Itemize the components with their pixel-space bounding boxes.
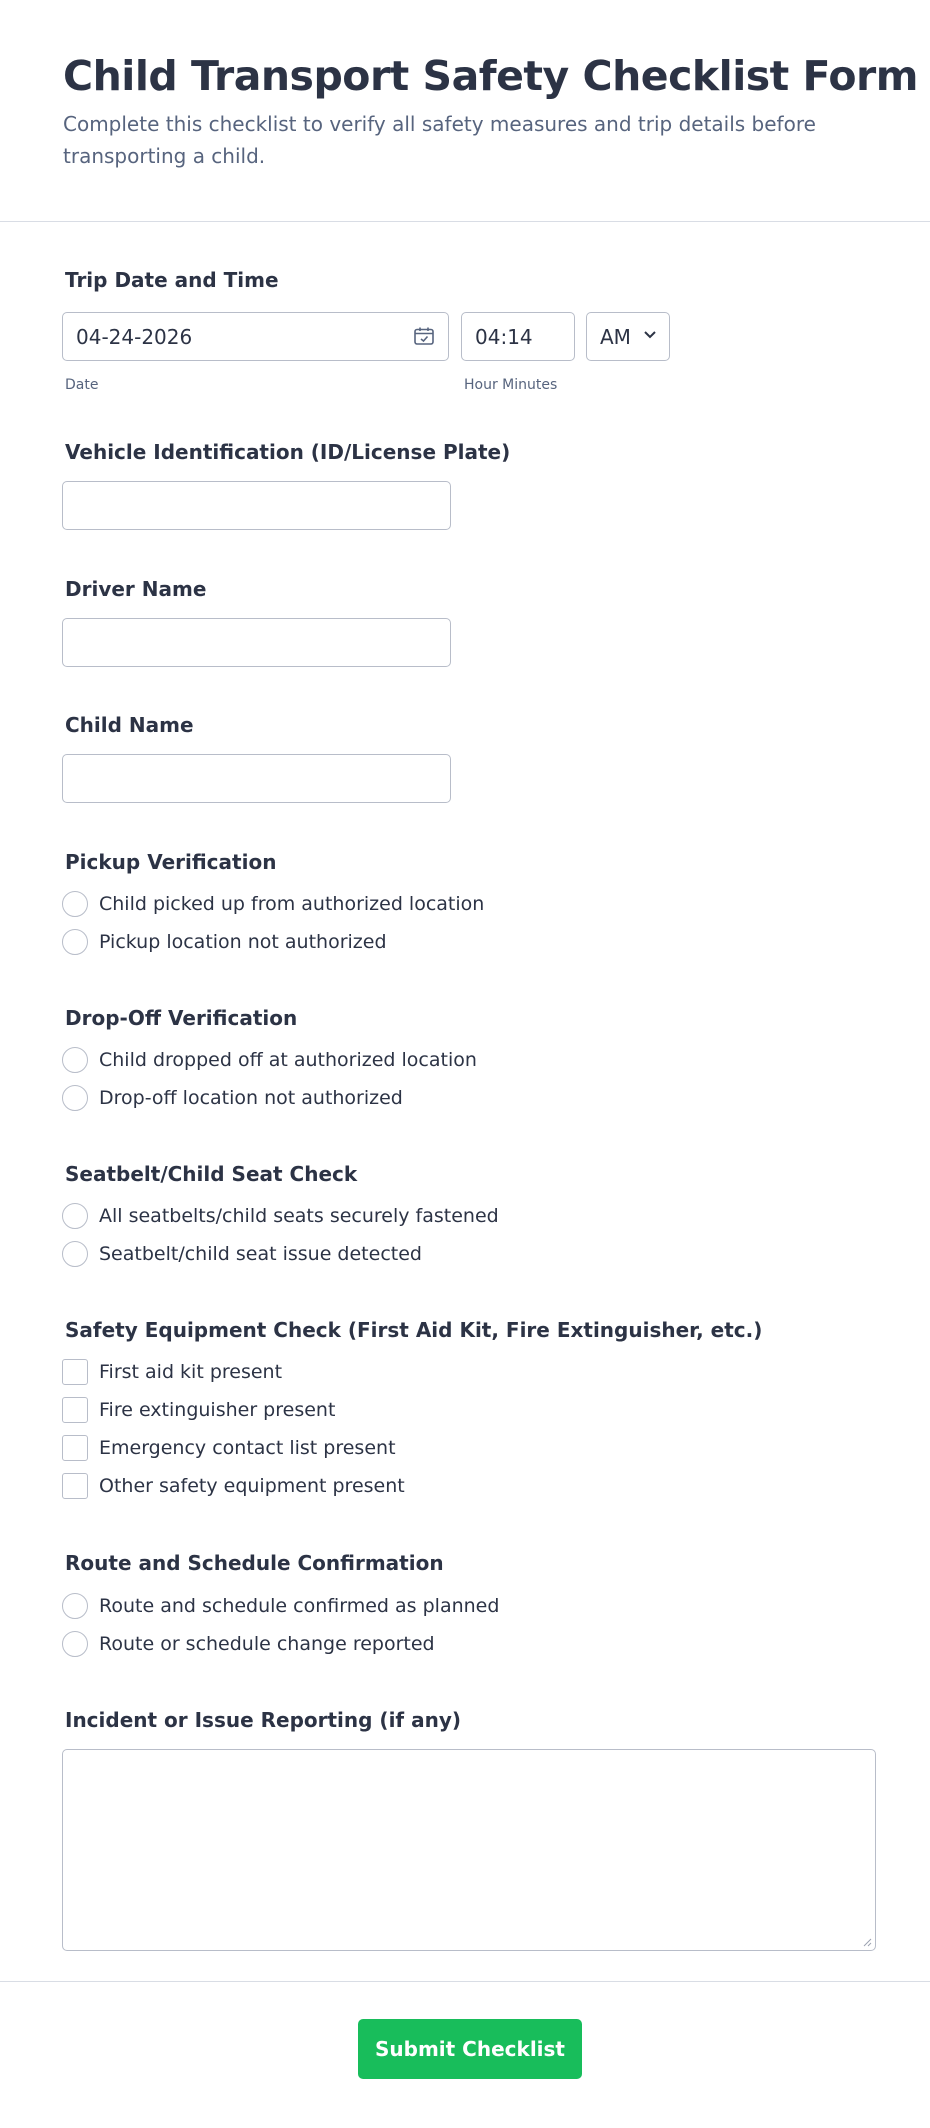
option-label: Pickup location not authorized [99, 931, 387, 953]
radio-button[interactable] [62, 1241, 88, 1267]
checkbox[interactable] [62, 1473, 88, 1499]
radio-button[interactable] [62, 929, 88, 955]
vehicle-input[interactable] [62, 481, 451, 530]
option-label: First aid kit present [99, 1361, 283, 1383]
incident-label: Incident or Issue Reporting (if any) [65, 1708, 462, 1732]
radio-button[interactable] [62, 1631, 88, 1657]
submit-button[interactable]: Submit Checklist [358, 2019, 582, 2079]
incident-textarea[interactable] [62, 1749, 876, 1951]
calendar-icon[interactable] [414, 327, 434, 345]
option-label: Route or schedule change reported [99, 1633, 435, 1655]
ampm-select[interactable] [586, 312, 670, 361]
option-label: All seatbelts/child seats securely fastened [99, 1205, 499, 1227]
option-label: Child dropped off at authorized location [99, 1049, 477, 1071]
equipment-label: Safety Equipment Check (First Aid Kit, Fire Extinguisher, etc.) [65, 1318, 763, 1342]
child-label: Child Name [65, 713, 194, 737]
footer-divider [0, 1981, 930, 1982]
radio-button[interactable] [62, 1203, 88, 1229]
date-sublabel: Date [65, 377, 99, 393]
date-value: 04-24-2026 [76, 325, 193, 349]
ampm-value: AM [600, 325, 631, 349]
form-title: Child Transport Safety Checklist Form [63, 52, 918, 100]
driver-label: Driver Name [65, 577, 207, 601]
date-input[interactable] [62, 312, 449, 361]
pickup-label: Pickup Verification [65, 850, 277, 874]
seatbelt-label: Seatbelt/Child Seat Check [65, 1162, 358, 1186]
time-input[interactable] [461, 312, 575, 361]
checkbox[interactable] [62, 1435, 88, 1461]
form-header [0, 0, 930, 222]
route-label: Route and Schedule Confirmation [65, 1551, 444, 1575]
checkbox[interactable] [62, 1397, 88, 1423]
option-label: Drop-off location not authorized [99, 1087, 403, 1109]
radio-button[interactable] [62, 1085, 88, 1111]
vehicle-label: Vehicle Identification (ID/License Plate) [65, 440, 511, 464]
time-sublabel: Hour Minutes [464, 377, 558, 393]
form-subtitle: Complete this checklist to verify all safety measures and trip details before transporting a child. [63, 112, 816, 168]
option-label: Emergency contact list present [99, 1437, 396, 1459]
child-name-input[interactable] [62, 754, 451, 803]
option-label: Route and schedule confirmed as planned [99, 1595, 500, 1617]
dropoff-label: Drop-Off Verification [65, 1006, 298, 1030]
checkbox[interactable] [62, 1359, 88, 1385]
radio-button[interactable] [62, 1593, 88, 1619]
option-label: Child picked up from authorized location [99, 893, 485, 915]
radio-button[interactable] [62, 891, 88, 917]
resize-handle-icon[interactable] [862, 1937, 872, 1947]
radio-button[interactable] [62, 1047, 88, 1073]
option-label: Other safety equipment present [99, 1475, 405, 1497]
chevron-down-icon [643, 330, 657, 340]
trip-datetime-label: Trip Date and Time [65, 268, 279, 292]
driver-name-input[interactable] [62, 618, 451, 667]
option-label: Fire extinguisher present [99, 1399, 336, 1421]
option-label: Seatbelt/child seat issue detected [99, 1243, 422, 1265]
time-value: 04:14 [475, 325, 533, 349]
